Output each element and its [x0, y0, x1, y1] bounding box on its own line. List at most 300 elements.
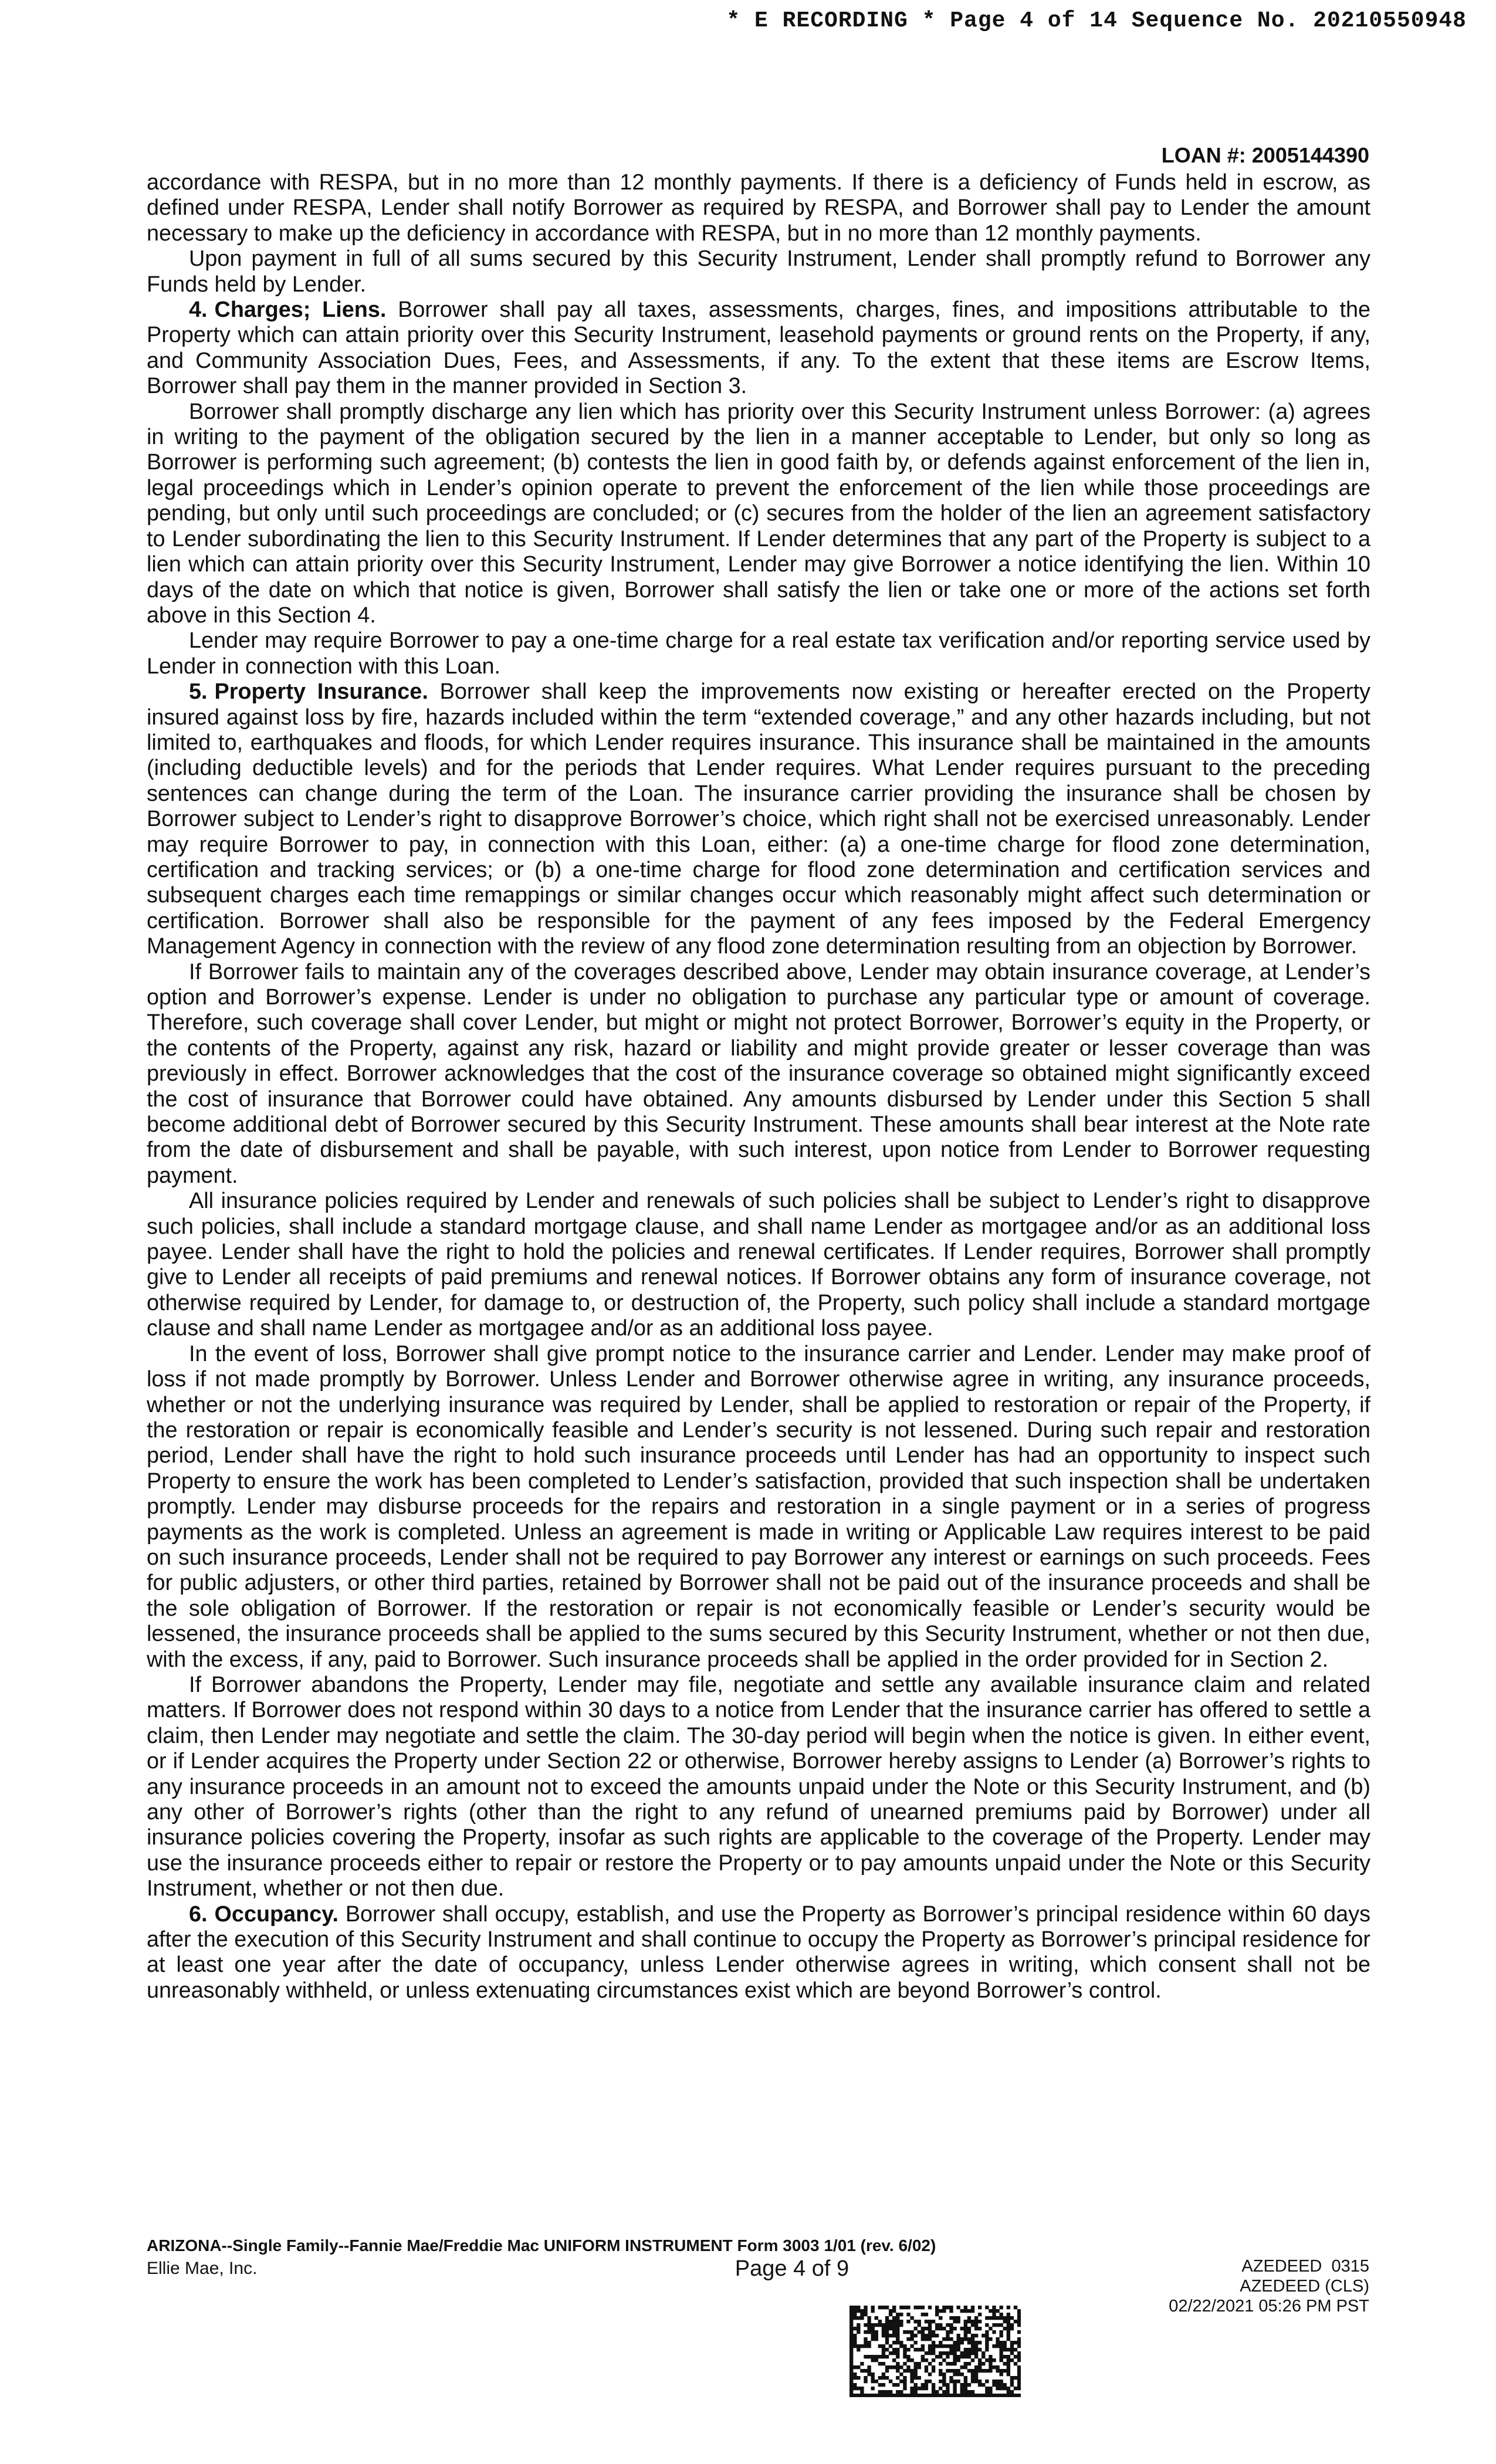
barcode-cell: [925, 2365, 928, 2369]
barcode-cell: [928, 2323, 932, 2327]
barcode-cell: [989, 2316, 992, 2320]
barcode-cell: [989, 2365, 992, 2369]
barcode-cell: [989, 2362, 992, 2365]
barcode-cell: [1000, 2380, 1003, 2383]
barcode-cell: [967, 2337, 971, 2341]
barcode-cell: [957, 2372, 960, 2376]
barcode-cell: [1007, 2327, 1010, 2330]
barcode-cell: [996, 2369, 999, 2372]
barcode-cell: [914, 2387, 918, 2390]
barcode-cell: [918, 2330, 921, 2334]
barcode-cell: [953, 2355, 956, 2358]
barcode-cell: [957, 2334, 960, 2337]
barcode-cell: [896, 2316, 899, 2320]
barcode-cell: [1000, 2394, 1003, 2397]
barcode-cell: [849, 2337, 853, 2341]
barcode-cell: [849, 2348, 853, 2351]
barcode-cell: [1000, 2316, 1003, 2320]
barcode-cell: [946, 2306, 949, 2309]
barcode-cell: [942, 2309, 946, 2313]
barcode-cell: [939, 2309, 942, 2313]
barcode-cell: [960, 2365, 964, 2369]
barcode-cell: [932, 2334, 935, 2337]
section-5-paragraph: [147, 679, 1370, 959]
barcode-cell: [932, 2369, 935, 2372]
barcode-cell: [1007, 2387, 1010, 2390]
barcode-cell: [925, 2337, 928, 2341]
barcode-cell: [1000, 2323, 1003, 2327]
barcode-cell: [992, 2358, 996, 2362]
barcode-cell: [964, 2323, 967, 2327]
barcode-cell: [875, 2394, 878, 2397]
barcode-cell: [910, 2390, 913, 2394]
barcode-cell: [896, 2394, 899, 2397]
barcode-cell: [1014, 2320, 1017, 2323]
barcode-cell: [1007, 2323, 1010, 2327]
barcode-cell: [978, 2365, 981, 2369]
barcode-cell: [1003, 2348, 1007, 2351]
barcode-cell: [939, 2369, 942, 2372]
barcode-cell: [942, 2372, 946, 2376]
barcode-cell: [899, 2344, 903, 2348]
barcode-cell: [992, 2306, 996, 2309]
barcode-cell: [996, 2344, 999, 2348]
barcode-cell: [882, 2394, 885, 2397]
barcode-cell: [882, 2348, 885, 2351]
barcode-cell: [971, 2341, 974, 2344]
barcode-cell: [989, 2355, 992, 2358]
barcode-cell: [906, 2365, 910, 2369]
barcode-cell: [1017, 2355, 1021, 2358]
barcode-cell: [939, 2355, 942, 2358]
barcode-cell: [899, 2323, 903, 2327]
barcode-cell: [885, 2394, 889, 2397]
barcode-cell: [889, 2365, 892, 2369]
barcode-cell: [946, 2362, 949, 2365]
barcode-cell: [1000, 2348, 1003, 2351]
barcode-cell: [992, 2316, 996, 2320]
barcode-cell: [906, 2330, 910, 2334]
barcode-cell: [946, 2337, 949, 2341]
barcode-cell: [978, 2306, 981, 2309]
barcode-cell: [971, 2309, 974, 2313]
barcode-cell: [996, 2394, 999, 2397]
barcode-cell: [974, 2394, 978, 2397]
barcode-cell: [949, 2376, 953, 2380]
barcode-cell: [935, 2355, 939, 2358]
barcode-cell: [849, 2387, 853, 2390]
barcode-cell: [964, 2309, 967, 2313]
barcode-cell: [849, 2372, 853, 2376]
barcode-cell: [932, 2344, 935, 2348]
barcode-cell: [864, 2380, 867, 2383]
barcode-cell: [971, 2344, 974, 2348]
barcode-cell: [899, 2380, 903, 2383]
barcode-cell: [1003, 2341, 1007, 2344]
barcode-cell: [892, 2316, 896, 2320]
barcode-cell: [892, 2334, 896, 2337]
barcode-cell: [853, 2341, 857, 2344]
barcode-cell: [867, 2369, 871, 2372]
barcode-cell: [953, 2369, 956, 2372]
barcode-cell: [914, 2365, 918, 2369]
footer-datetime: 02/22/2021 05:26 PM PST: [1169, 2297, 1369, 2316]
barcode-cell: [910, 2358, 913, 2362]
barcode-cell: [878, 2344, 882, 2348]
barcode-cell: [957, 2380, 960, 2383]
barcode-cell: [967, 2355, 971, 2358]
barcode-cell: [878, 2394, 882, 2397]
barcode-cell: [953, 2380, 956, 2383]
barcode-cell: [953, 2383, 956, 2387]
section-4-text: Borrower shall pay all taxes, assessments, charges, fines, and impositions attributable to the Property which can attain priority over this Security Instrument, leasehold payments or ground rents on the Property, if any, and Community Association Dues, Fees, and Assessments, if any. To the extent that these items are Escrow Items, Borrower shall pay them in the manner provided in Section 3.: [147, 297, 1370, 399]
barcode-cell: [939, 2380, 942, 2383]
barcode-cell: [892, 2323, 896, 2327]
barcode-cell: [978, 2369, 981, 2372]
barcode-cell: [985, 2358, 989, 2362]
barcode-cell: [885, 2365, 889, 2369]
barcode-cell: [946, 2390, 949, 2394]
barcode-cell: [1000, 2341, 1003, 2344]
barcode-cell: [882, 2372, 885, 2376]
barcode-cell: [942, 2351, 946, 2355]
barcode-cell: [953, 2316, 956, 2320]
barcode-cell: [1017, 2316, 1021, 2320]
barcode-cell: [1007, 2369, 1010, 2372]
barcode-cell: [878, 2320, 882, 2323]
barcode-cell: [849, 2327, 853, 2330]
barcode-cell: [925, 2387, 928, 2390]
barcode-cell: [939, 2351, 942, 2355]
barcode-cell: [849, 2380, 853, 2383]
barcode-cell: [953, 2394, 956, 2397]
barcode-cell: [896, 2323, 899, 2327]
barcode-cell: [906, 2348, 910, 2351]
barcode-cell: [871, 2358, 875, 2362]
barcode-cell: [960, 2383, 964, 2387]
barcode-cell: [1017, 2341, 1021, 2344]
barcode-cell: [1000, 2313, 1003, 2316]
barcode-cell: [1000, 2372, 1003, 2376]
barcode-cell: [971, 2390, 974, 2394]
barcode-cell: [1017, 2323, 1021, 2327]
barcode-cell: [921, 2330, 925, 2334]
barcode-cell: [914, 2369, 918, 2372]
barcode-cell: [1010, 2316, 1014, 2320]
barcode-cell: [896, 2362, 899, 2365]
barcode-cell: [892, 2327, 896, 2330]
barcode-cell: [1003, 2394, 1007, 2397]
barcode-cell: [1000, 2351, 1003, 2355]
barcode-cell: [974, 2320, 978, 2323]
barcode-cell: [928, 2330, 932, 2334]
barcode-cell: [871, 2380, 875, 2383]
barcode-cell: [1017, 2320, 1021, 2323]
barcode-cell: [875, 2334, 878, 2337]
barcode-cell: [974, 2344, 978, 2348]
barcode-cell: [921, 2337, 925, 2341]
barcode-cell: [978, 2383, 981, 2387]
barcode-cell: [935, 2394, 939, 2397]
barcode-cell: [860, 2344, 864, 2348]
barcode-cell: [1010, 2376, 1014, 2380]
barcode-cell: [996, 2316, 999, 2320]
barcode-cell: [1007, 2348, 1010, 2351]
barcode-cell: [946, 2351, 949, 2355]
barcode-cell: [899, 2306, 903, 2309]
barcode-cell: [896, 2365, 899, 2369]
barcode-cell: [932, 2351, 935, 2355]
barcode-cell: [853, 2387, 857, 2390]
barcode-cell: [964, 2337, 967, 2341]
barcode-cell: [889, 2320, 892, 2323]
barcode-cell: [967, 2362, 971, 2365]
barcode-cell: [925, 2369, 928, 2372]
barcode-cell: [889, 2351, 892, 2355]
paragraph-abandonment: If Borrower abandons the Property, Lender may file, negotiate and settle any available insurance claim and related matters. If Borrower does not respond within 30 days to a notice from Lender that the insurance carrier has offered to settle a claim, then Lender may negotiate and settle the claim. The 30-day period will begin when the notice is given. In either event, or if Lender acquires the Property under Section 22 or otherwise, Borrower hereby assigns to Lender (a) Borrower’s rights to any insurance proceeds in an amount not to exceed the amounts unpaid under the Note or this Security Instrument, and (b) any other of Borrower’s rights (other than the right to any refund of unearned premiums paid by Borrower) under all insurance policies covering the Property, insofar as such rights are applicable to the coverage of the Property. Lender may use the insurance proceeds either to repair or restore the Property or to pay amounts unpaid under the Note or this Security Instrument, whether or not then due.: [147, 1672, 1370, 1901]
barcode-cell: [878, 2383, 882, 2387]
barcode-cell: [967, 2390, 971, 2394]
barcode-cell: [885, 2355, 889, 2358]
barcode-cell: [946, 2387, 949, 2390]
barcode-cell: [960, 2309, 964, 2313]
barcode-cell: [853, 2372, 857, 2376]
barcode-cell: [896, 2369, 899, 2372]
barcode-cell: [1003, 2362, 1007, 2365]
barcode-cell: [925, 2383, 928, 2387]
barcode-cell: [1014, 2362, 1017, 2365]
barcode-cell: [853, 2344, 857, 2348]
barcode-cell: [932, 2330, 935, 2334]
barcode-cell: [878, 2323, 882, 2327]
barcode-cell: [928, 2348, 932, 2351]
barcode-cell: [860, 2369, 864, 2372]
barcode-cell: [896, 2330, 899, 2334]
barcode-cell: [849, 2313, 853, 2316]
barcode-cell: [882, 2362, 885, 2365]
barcode-cell: [914, 2376, 918, 2380]
barcode-cell: [849, 2394, 853, 2397]
barcode-cell: [985, 2348, 989, 2351]
barcode-cell: [971, 2320, 974, 2323]
barcode-cell: [985, 2380, 989, 2383]
barcode-cell: [896, 2376, 899, 2380]
barcode-cell: [989, 2358, 992, 2362]
barcode-cell: [939, 2327, 942, 2330]
barcode-cell: [960, 2387, 964, 2390]
barcode-cell: [882, 2390, 885, 2394]
barcode-cell: [960, 2341, 964, 2344]
barcode-cell: [857, 2316, 860, 2320]
barcode-cell: [949, 2351, 953, 2355]
barcode-cell: [857, 2323, 860, 2327]
barcode-cell: [896, 2320, 899, 2323]
barcode-cell: [918, 2323, 921, 2327]
barcode-cell: [871, 2337, 875, 2341]
barcode-cell: [935, 2390, 939, 2394]
barcode-cell: [1000, 2306, 1003, 2309]
barcode-cell: [914, 2341, 918, 2344]
barcode-cell: [903, 2306, 906, 2309]
barcode-cell: [867, 2327, 871, 2330]
barcode-cell: [871, 2306, 875, 2309]
barcode-cell: [867, 2355, 871, 2358]
barcode-cell: [860, 2316, 864, 2320]
barcode-cell: [1007, 2365, 1010, 2369]
barcode-cell: [903, 2380, 906, 2383]
barcode-cell: [981, 2394, 985, 2397]
barcode-cell: [1003, 2387, 1007, 2390]
paragraph-tax-verification: Lender may require Borrower to pay a one-time charge for a real estate tax verification and/or reporting service used by Lender in connection with this Loan.: [147, 628, 1370, 679]
barcode-cell: [1017, 2344, 1021, 2348]
barcode-cell: [935, 2327, 939, 2330]
barcode-cell: [971, 2358, 974, 2362]
barcode-cell: [885, 2341, 889, 2344]
barcode-cell: [864, 2330, 867, 2334]
barcode-cell: [974, 2376, 978, 2380]
barcode-cell: [899, 2320, 903, 2323]
barcode-cell: [974, 2369, 978, 2372]
barcode-cell: [857, 2365, 860, 2369]
barcode-cell: [985, 2387, 989, 2390]
barcode-cell: [925, 2313, 928, 2316]
barcode-cell: [964, 2355, 967, 2358]
barcode-cell: [867, 2344, 871, 2348]
barcode-cell: [946, 2330, 949, 2334]
barcode-cell: [903, 2351, 906, 2355]
barcode-cell: [1000, 2344, 1003, 2348]
barcode-cell: [882, 2376, 885, 2380]
barcode-cell: [871, 2376, 875, 2380]
barcode-cell: [896, 2334, 899, 2337]
barcode-cell: [942, 2383, 946, 2387]
barcode-cell: [882, 2383, 885, 2387]
barcode-cell: [964, 2376, 967, 2380]
barcode-cell: [906, 2394, 910, 2397]
barcode-cell: [971, 2376, 974, 2380]
barcode-cell: [992, 2380, 996, 2383]
barcode-cell: [992, 2313, 996, 2316]
barcode-cell: [885, 2323, 889, 2327]
barcode-cell: [1017, 2380, 1021, 2383]
barcode-cell: [964, 2380, 967, 2383]
barcode-cell: [849, 2376, 853, 2380]
barcode-cell: [942, 2390, 946, 2394]
barcode-cell: [1017, 2383, 1021, 2387]
barcode-cell: [946, 2355, 949, 2358]
barcode-cell: [928, 2334, 932, 2337]
barcode-cell: [853, 2309, 857, 2313]
barcode-cell: [949, 2327, 953, 2330]
barcode-cell: [849, 2316, 853, 2320]
barcode-cell: [957, 2316, 960, 2320]
barcode-cell: [878, 2376, 882, 2380]
barcode-cell: [857, 2327, 860, 2330]
barcode-cell: [971, 2372, 974, 2376]
barcode-cell: [989, 2327, 992, 2330]
barcode-cell: [892, 2348, 896, 2351]
barcode-cell: [939, 2362, 942, 2365]
barcode-cell: [849, 2344, 853, 2348]
barcode-cell: [864, 2306, 867, 2309]
barcode-cell: [967, 2383, 971, 2387]
barcode-cell: [892, 2394, 896, 2397]
barcode-cell: [1003, 2369, 1007, 2372]
barcode-cell: [978, 2341, 981, 2344]
barcode-cell: [1007, 2394, 1010, 2397]
barcode-cell: [1017, 2376, 1021, 2380]
barcode-cell: [989, 2394, 992, 2397]
barcode-cell: [885, 2390, 889, 2394]
barcode-cell: [882, 2344, 885, 2348]
barcode-cell: [1007, 2358, 1010, 2362]
barcode-cell: [885, 2369, 889, 2372]
barcode-cell: [903, 2330, 906, 2334]
barcode-cell: [867, 2330, 871, 2334]
barcode-cell: [889, 2327, 892, 2330]
barcode-cell: [978, 2380, 981, 2383]
barcode-cell: [932, 2390, 935, 2394]
barcode-cell: [857, 2330, 860, 2334]
barcode-cell: [974, 2334, 978, 2337]
barcode-cell: [864, 2313, 867, 2316]
barcode-cell: [892, 2320, 896, 2323]
barcode-cell: [967, 2369, 971, 2372]
paragraph-insurance-policies: All insurance policies required by Lender and renewals of such policies shall be subject to Lender’s right to disapprove such policies, shall include a standard mortgage clause, and shall name Lender as mortgagee and/or as an additional loss payee. Lender shall have the right to hold the policies and renewal certificates. If Lender requires, Borrower shall promptly give to Lender all receipts of paid premiums and renewal notices. If Borrower obtains any form of insurance coverage, not otherwise required by Lender, for damage to, or destruction of, the Property, such policy shall include a standard mortgage clause and shall name Lender as mortgagee and/or as an additional loss payee.: [147, 1189, 1370, 1341]
barcode-cell: [885, 2320, 889, 2323]
barcode-cell: [1014, 2348, 1017, 2351]
barcode-cell: [882, 2355, 885, 2358]
barcode-cell: [967, 2348, 971, 2351]
barcode-cell: [953, 2358, 956, 2362]
barcode-cell: [996, 2309, 999, 2313]
section-5-text: Borrower shall keep the improvements now existing or hereafter erected on the Property insured against loss by fire, hazards included within the term “extended coverage,” and any other hazards including, but not limited to, earthquakes and floods, for which Lender requires insurance. This insurance shall be maintained in the amounts (including deductible levels) and for the periods that Lender requires. What Lender requires pursuant to the preceding sentences can change during the term of the Loan. The insurance carrier providing the insurance shall be chosen by Borrower subject to Lender’s right to disapprove Borrower’s choice, which right shall not be exercised unreasonably. Lender may require Borrower to pay, in connection with this Loan, either: (a) a one-time charge for flood zone determination, certification and tracking services; or (b) a one-time charge for flood zone determination and certification services and subsequent charges each time remappings or similar changes occur which reasonably might affect such determination or certification. Borrower shall also be responsible for the payment of any fees imposed by the Federal Emergency Management Agency in connection with the review of any flood zone determination resulting from an objection by Borrower.: [147, 679, 1370, 959]
barcode-cell: [910, 2372, 913, 2376]
barcode-cell: [1003, 2344, 1007, 2348]
barcode-cell: [849, 2365, 853, 2369]
barcode-cell: [992, 2323, 996, 2327]
barcode-cell: [1000, 2330, 1003, 2334]
barcode-cell: [885, 2376, 889, 2380]
barcode-cell: [889, 2313, 892, 2316]
barcode-cell: [864, 2394, 867, 2397]
barcode-cell: [925, 2394, 928, 2397]
barcode-cell: [942, 2380, 946, 2383]
barcode-cell: [878, 2362, 882, 2365]
barcode-cell: [857, 2376, 860, 2380]
barcode-cell: [989, 2387, 992, 2390]
barcode-cell: [871, 2327, 875, 2330]
barcode-cell: [1017, 2313, 1021, 2316]
barcode-cell: [932, 2383, 935, 2387]
barcode-cell: [918, 2306, 921, 2309]
barcode-cell: [967, 2320, 971, 2323]
footer-form-line: ARIZONA--Single Family--Fannie Mae/Freddie Mac UNIFORM INSTRUMENT Form 3003 1/01 (rev. 6/02): [147, 2236, 936, 2255]
barcode-cell: [921, 2348, 925, 2351]
section-4-number: 4.: [189, 297, 208, 323]
barcode-cell: [875, 2380, 878, 2383]
barcode-cell: [985, 2337, 989, 2341]
barcode-cell: [889, 2344, 892, 2348]
barcode-cell: [918, 2348, 921, 2351]
barcode-cell: [985, 2306, 989, 2309]
barcode-cell: [918, 2387, 921, 2390]
barcode-cell: [906, 2355, 910, 2358]
barcode-cell: [889, 2390, 892, 2394]
barcode-cell: [899, 2341, 903, 2344]
barcode-cell: [928, 2351, 932, 2355]
barcode-cell: [903, 2355, 906, 2358]
